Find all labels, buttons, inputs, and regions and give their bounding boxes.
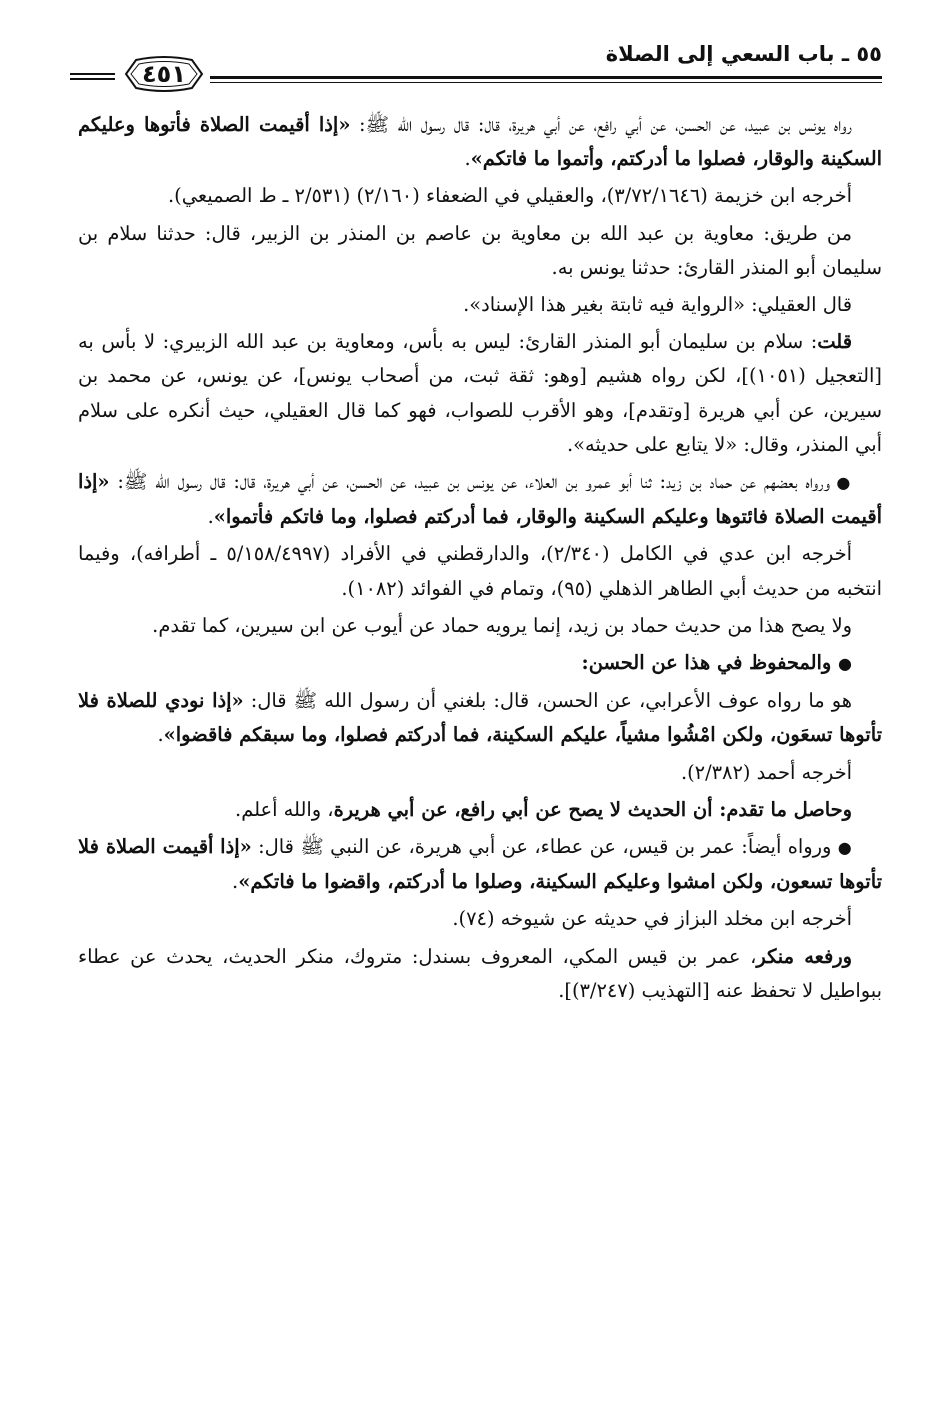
paragraph xyxy=(78,793,882,827)
text: ورواه بعضهم عن حماد بن زيد: ثنا أبو عمرو بن العلاء، عن يونس بن عبيد، عن الحسن، عن أبي هريرة، قال: قال رسول الله ﷺ: xyxy=(109,470,837,494)
text: أخرجه ابن خزيمة (٣/٧٢/١٦٤٦)، والعقيلي في الضعفاء (٢/١٦٠) (٢/٥٣١ ـ ط الصميعي). xyxy=(168,184,852,208)
text: . xyxy=(464,147,471,171)
text: ، عمر بن قيس المكي، المعروف بسندل: متروك، منكر الحديث، يحدث عن عطاء ببواطيل لا تحفظ عنه [التهذيب (٣/٢٤٧)]. xyxy=(78,944,882,1002)
bold-text: «إذا أقيمت الصلاة فلا تأتوها تسعون، ولكن امشوا وعليكم السكينة، وصلوا ما أدركتم، واقضوا ما فاتكم» xyxy=(78,835,882,894)
text: من طريق: معاوية بن عبد الله بن معاوية بن عاصم بن المنذر بن الزبير، قال: حدثنا سلام بن سليمان أبو المنذر القارئ: حدثنا يونس به. xyxy=(78,221,882,279)
text: : سلام بن سليمان أبو المنذر القارئ: ليس به بأس، ومعاوية بن عبد الله الزبيري: لا بأس به [التعجيل (١٠٥١)]، لكن رواه هشيم [وهو: ثقة ثبت، من أصحاب يونس]، عن يونس، عن محمد بن سيرين، عن أبي هريرة [وتقدم]، وهو الأقرب للصواب، فهو كما قال العقيلي، حيث أنكره على سلام أبي المنذر، وقال: «لا يتابع على حديثه». xyxy=(78,330,882,456)
paragraph xyxy=(78,325,882,462)
paragraph xyxy=(78,179,882,213)
text: . xyxy=(157,723,164,747)
text: أخرجه ابن عدي في الكامل (٢/٣٤٠)، والدارقطني في الأفراد (٥/١٥٨/٤٩٩٧ ـ أطرافه)، وفيما انتخبه من حديث أبي الطاهر الذهلي (٩٥)، وتمام في الفوائد (١٠٨٢). xyxy=(78,542,882,600)
text: أخرجه ابن مخلد البزاز في حديثه عن شيوخه (٧٤). xyxy=(452,907,852,931)
paragraph xyxy=(78,940,882,1008)
paragraph xyxy=(78,465,882,534)
text: ورواه أيضاً: عمر بن قيس، عن عطاء، عن أبي هريرة، عن النبي ﷺ قال: xyxy=(251,835,838,859)
paragraph xyxy=(78,684,882,752)
header-left-rule xyxy=(70,73,115,83)
chapter-title: ٥٥ ـ باب السعي إلى الصلاة xyxy=(605,42,882,66)
paragraph xyxy=(78,756,882,790)
bold-text: «إذا نودي للصلاة فلا تأتوها تسعَون، ولكن امْشُوا مشياً، عليكم السكينة، فما أدركتم فصلوا، وما سبقكم فاقضوا» xyxy=(78,689,882,747)
page-number-badge xyxy=(120,52,208,96)
bold-text: «إذا أقيمت الصلاة فائتوها وعليكم السكينة والوقار، فما أدركتم فصلوا، وما فاتكم فأتموا» xyxy=(78,470,882,529)
text: قال العقيلي: «الرواية فيه ثابتة بغير هذا الإسناد». xyxy=(463,293,852,317)
bold-text: وحاصل ما تقدم: أن الحديث لا يصح عن أبي رافع، عن أبي هريرة xyxy=(333,797,852,821)
paragraph xyxy=(78,537,882,605)
text: ، والله أعلم. xyxy=(235,797,334,821)
page-header xyxy=(70,34,882,104)
text: أخرجه أحمد (٢/٣٨٢). xyxy=(680,760,852,784)
bullet-icon: ● xyxy=(836,473,852,493)
bullet-icon: ● xyxy=(837,838,853,858)
page-body xyxy=(78,108,882,1011)
text: . xyxy=(207,505,214,529)
paragraph xyxy=(78,108,882,176)
text: . xyxy=(232,870,239,894)
paragraph xyxy=(78,646,882,681)
text: هو ما رواه عوف الأعرابي، عن الحسن، قال: بلغني أن رسول الله ﷺ قال: xyxy=(243,689,852,713)
bold-text: «إذا أقيمت الصلاة فأتوها وعليكم السكينة والوقار، فصلوا ما أدركتم، وأتموا ما فاتكم» xyxy=(78,113,882,171)
header-rule xyxy=(210,76,882,79)
page-number: ٤٥١ xyxy=(142,60,186,88)
paragraph xyxy=(78,217,882,285)
bullet-icon: ● xyxy=(838,654,852,674)
paragraph xyxy=(78,609,882,643)
text: رواه يونس بن عبيد، عن الحسن، عن أبي رافع، عن أبي هريرة، قال: قال رسول الله ﷺ: xyxy=(350,113,852,136)
bold-text: قلت xyxy=(817,330,852,354)
paragraph xyxy=(78,902,882,936)
header-rule-thin xyxy=(210,82,882,83)
paragraph xyxy=(78,830,882,899)
text: ولا يصح هذا من حديث حماد بن زيد، إنما يرويه حماد عن أيوب عن ابن سيرين، كما تقدم. xyxy=(152,613,852,637)
bold-text: ورفعه منكر xyxy=(756,944,852,968)
bold-text: والمحفوظ في هذا عن الحسن: xyxy=(581,651,839,675)
paragraph xyxy=(78,288,882,322)
